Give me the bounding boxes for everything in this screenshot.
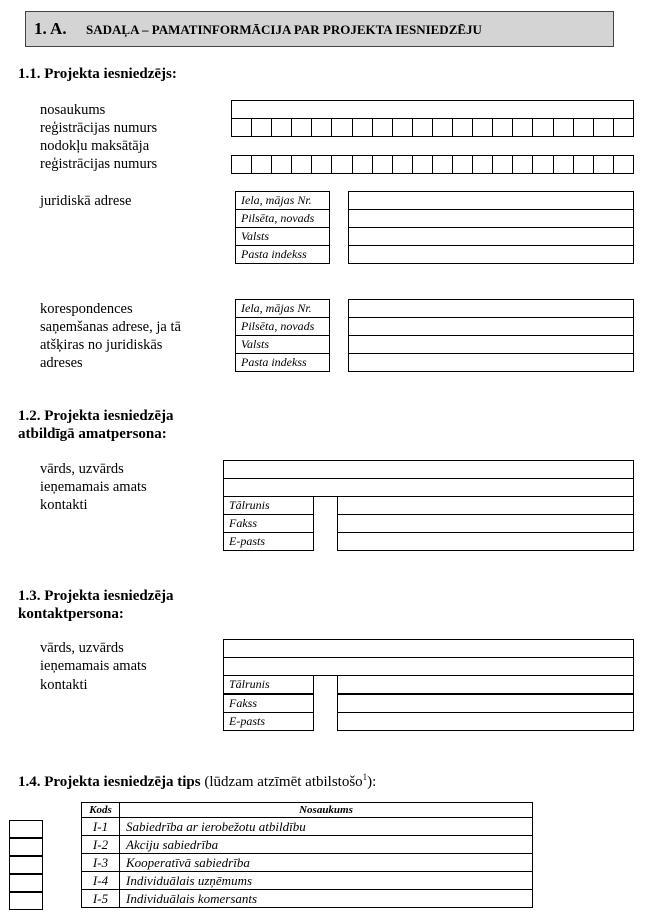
type-table [81, 802, 533, 908]
s12-name-input[interactable] [223, 460, 634, 479]
legal-country-label: Valsts [235, 227, 330, 246]
section-header [25, 11, 614, 47]
s11-tax-label-1: nodokļu maksātāja [40, 138, 150, 154]
corr-country-label: Valsts [235, 335, 330, 354]
table-header-row [82, 803, 533, 818]
type-name: Kooperatīvā sabiedrība [120, 854, 533, 872]
s13-name-label: vārds, uzvārds [40, 640, 124, 656]
corr-city-input[interactable] [348, 317, 634, 336]
s12-title-1: 1.2. Projekta iesniedzēja [18, 408, 174, 424]
s13-email-label: E-pasts [223, 712, 314, 731]
s12-position-label: ieņemamais amats [40, 479, 147, 495]
type-code: I-1 [82, 818, 120, 836]
corr-street-input[interactable] [348, 299, 634, 318]
type-code: I-5 [82, 890, 120, 908]
footnote-mark: 1 [362, 772, 368, 782]
table-row [82, 836, 533, 854]
type-code: I-4 [82, 872, 120, 890]
s11-tax-number-cells[interactable] [231, 155, 634, 174]
corr-street-label: Iela, mājas Nr. [235, 299, 330, 318]
type-checkbox-i1[interactable] [9, 820, 43, 838]
type-checkbox-i3[interactable] [9, 856, 43, 874]
s13-phone-label: Tālrunis [223, 675, 314, 694]
s13-fax-input[interactable] [337, 694, 634, 713]
corr-postcode-input[interactable] [348, 353, 634, 372]
legal-postcode-input[interactable] [348, 245, 634, 264]
s13-position-input[interactable] [223, 657, 634, 676]
s11-legal-address-label: juridiskā adrese [40, 193, 132, 209]
s12-email-label: E-pasts [223, 532, 314, 551]
legal-postcode-label: Pasta indekss [235, 245, 330, 264]
s13-title-1: 1.3. Projekta iesniedzēja [18, 588, 174, 604]
type-code: I-3 [82, 854, 120, 872]
legal-city-input[interactable] [348, 209, 634, 228]
legal-city-label: Pilsēta, novads [235, 209, 330, 228]
s13-fax-label: Fakss [223, 694, 314, 713]
s13-contacts-label: kontakti [40, 677, 88, 693]
s14-note: (lūdzam atzīmēt atbilstošo [204, 774, 363, 790]
s14-note-end: ): [367, 774, 377, 790]
section-number: 1. A. [34, 19, 67, 38]
s11-reg-number-cells[interactable] [231, 118, 634, 137]
corr-label-4: adreses [40, 355, 83, 371]
table-row [82, 890, 533, 908]
type-checkbox-i4[interactable] [9, 874, 43, 892]
legal-country-input[interactable] [348, 227, 634, 246]
type-checkbox-i2[interactable] [9, 838, 43, 856]
corr-country-input[interactable] [348, 335, 634, 354]
section-title: SADAĻA – PAMATINFORMĀCIJA PAR PROJEKTA IESNIEDZĒJU [86, 22, 482, 37]
s12-phone-input[interactable] [337, 496, 634, 515]
s13-title-2: kontaktpersona: [18, 606, 124, 622]
type-name: Akciju sabiedrība [120, 836, 533, 854]
col-code-header: Kods [82, 803, 120, 818]
s11-tax-label-2: reģistrācijas numurs [40, 156, 158, 172]
s14-title: 1.4. Projekta iesniedzēja tips [18, 774, 201, 790]
col-name-header: Nosaukums [120, 803, 533, 818]
table-row [82, 854, 533, 872]
s11-title: 1.1. Projekta iesniedzējs: [18, 66, 177, 82]
table-row [82, 818, 533, 836]
type-name: Individuālais komersants [120, 890, 533, 908]
type-name: Sabiedrība ar ierobežotu atbildību [120, 818, 533, 836]
s12-phone-label: Tālrunis [223, 496, 314, 515]
s11-name-input[interactable] [231, 100, 634, 119]
s11-reg-label: reģistrācijas numurs [40, 120, 158, 136]
corr-city-label: Pilsēta, novads [235, 317, 330, 336]
corr-label-1: korespondences [40, 301, 133, 317]
s13-phone-input[interactable] [337, 675, 634, 694]
s12-contacts-label: kontakti [40, 497, 88, 513]
table-row [82, 872, 533, 890]
s12-name-label: vārds, uzvārds [40, 461, 124, 477]
s13-email-input[interactable] [337, 712, 634, 731]
s13-position-label: ieņemamais amats [40, 658, 147, 674]
s11-name-label: nosaukums [40, 102, 106, 118]
s12-title-2: atbildīgā amatpersona: [18, 426, 167, 442]
type-code: I-2 [82, 836, 120, 854]
legal-street-input[interactable] [348, 191, 634, 210]
s12-fax-input[interactable] [337, 514, 634, 533]
corr-postcode-label: Pasta indekss [235, 353, 330, 372]
corr-label-3: atšķiras no juridiskās [40, 337, 163, 353]
s13-name-input[interactable] [223, 639, 634, 658]
s14-heading [18, 768, 376, 791]
s12-position-input[interactable] [223, 478, 634, 497]
legal-street-label: Iela, mājas Nr. [235, 191, 330, 210]
s12-email-input[interactable] [337, 532, 634, 551]
type-name: Individuālais uzņēmums [120, 872, 533, 890]
corr-label-2: saņemšanas adrese, ja tā [40, 319, 181, 335]
type-checkbox-i5[interactable] [9, 892, 43, 910]
s12-fax-label: Fakss [223, 514, 314, 533]
